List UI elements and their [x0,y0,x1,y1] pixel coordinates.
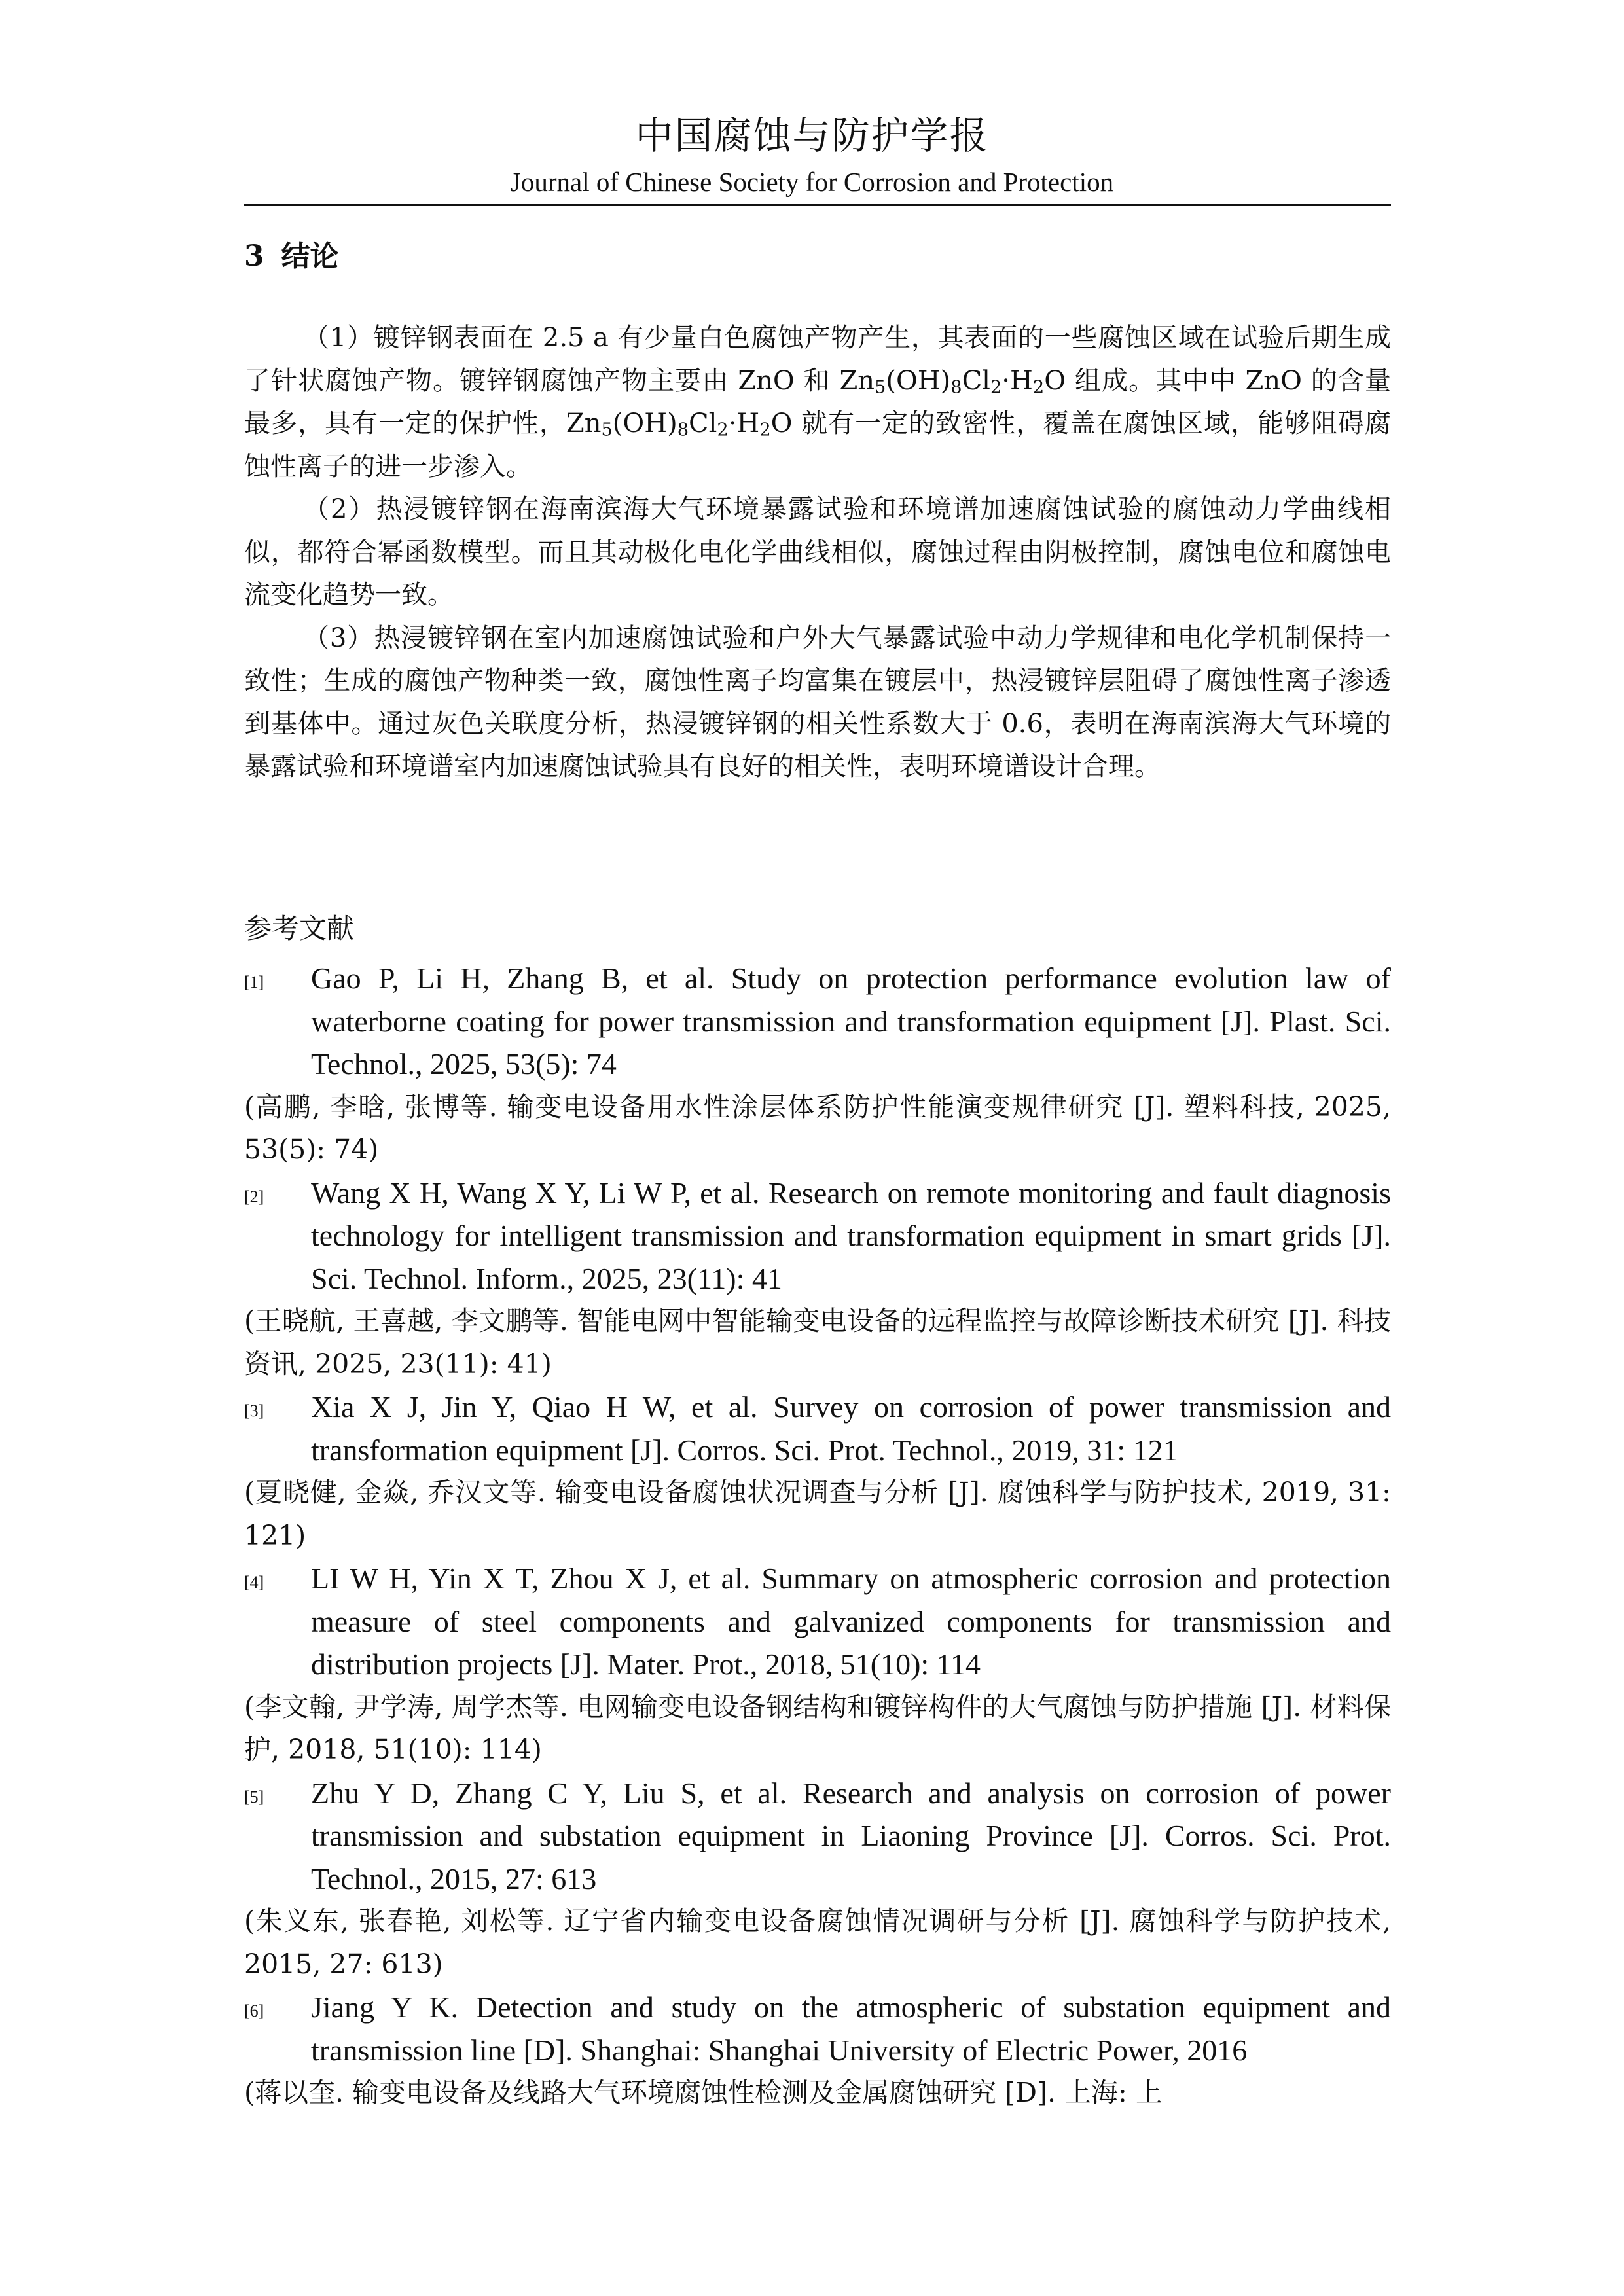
reference-entry-cn: (李文翰, 尹学涛, 周学杰等. 电网输变电设备钢结构和镀锌构件的大气腐蚀与防护措施 [J]. 材料保护, 2018, 51(10): 114) [244,1691,1391,1765]
reference-number: [3] [244,1401,264,1420]
reference-number: [5] [244,1787,264,1806]
reference-entry-cn: (王晓航, 王喜越, 李文鹏等. 智能电网中智能输变电设备的远程监控与故障诊断技术研究 [J]. 科技资讯, 2025, 23(11): 41) [244,1305,1391,1380]
section-heading [244,242,356,271]
reference-entry-en [244,1386,1391,1471]
section-number: 3 [244,240,264,273]
references-heading: 参考文献 [244,912,355,944]
header-rule [244,204,1391,206]
reference-text-en: Zhu Y D, Zhang C Y, Liu S, et al. Research and analysis on corrosion of power transmission and substation equipment in Liaoning Province [J]. Corros. Sci. Prot. Technol., 2015, 27: 613 [311,1776,1391,1895]
reference-text-en: Gao P, Li H, Zhang B, et al. Study on protection performance evolution law of waterborne coating for power transmission and transformation equipment [J]. Plast. Sci. Technol., 2025, 53(5): 74 [311,961,1391,1081]
reference-text-en: Wang X H, Wang X Y, Li W P, et al. Research on remote monitoring and fault diagnosis technology for intelligent transmission and transformation equipment in smart grids [J]. Sci. Technol. Inform., 2025, 23(11): 41 [311,1175,1391,1295]
reference-entry-cn: (夏晓健, 金焱, 乔汉文等. 输变电设备腐蚀状况调查与分析 [J]. 腐蚀科学与防护技术, 2019, 31: 121) [244,1477,1391,1551]
reference-entry-en [244,1986,1391,2072]
reference-list [244,957,1391,2115]
reference-entry-cn: (蒋以奎. 输变电设备及线路大气环境腐蚀性检测及金属腐蚀研究 [D]. 上海: 上 [244,2077,1163,2108]
reference-entry-en [244,1772,1391,1901]
reference-entry-cn: (高鹏, 李晗, 张博等. 输变电设备用水性涂层体系防护性能演变规律研究 [J]. 塑料科技, 2025, 53(5): 74) [244,1090,1391,1165]
conclusion-paragraph: （3）热浸镀锌钢在室内加速腐蚀试验和户外大气暴露试验中动力学规律和电化学机制保持一致性；生成的腐蚀产物种类一致，腐蚀性离子均富集在镀层中，热浸镀锌层阻碍了腐蚀性离子渗透到基体中。通过灰色关联度分析，热浸镀锌钢的相关性系数大于 0.6，表明在海南滨海大气环境的暴露试验和环境谱室内加速腐蚀试验具有良好的相关性，表明环境谱设计合理。 [244,622,1391,781]
reference-number: [4] [244,1573,264,1592]
reference-number: [1] [244,973,264,992]
reference-number: [6] [244,2001,264,2020]
conclusion-paragraph: （2）热浸镀锌钢在海南滨海大气环境暴露试验和环境谱加速腐蚀试验的腐蚀动力学曲线相似，都符合幂函数模型。而且其动极化电化学曲线相似，腐蚀过程由阴极控制，腐蚀电位和腐蚀电流变化趋势一致。 [244,494,1391,610]
reference-entry-en [244,957,1391,1086]
journal-title-en: Journal of Chinese Society for Corrosion and Protection [510,167,1114,197]
conclusions [244,317,1391,789]
reference-text-en: Xia X J, Jin Y, Qiao H W, et al. Survey on corrosion of power transmission and transformation equipment [J]. Corros. Sci. Prot. Technol., 2019, 31: 121 [311,1390,1391,1467]
reference-text-en: LI W H, Yin X T, Zhou X J, et al. Summary on atmospheric corrosion and protection measure of steel components and galvanized components for transmission and distribution projects [J]. Mater. Prot., 2018, 51(10): 114 [311,1562,1391,1681]
section-title: 结论 [281,240,339,273]
reference-entry-en [244,1557,1391,1686]
reference-entry-en [244,1172,1391,1300]
reference-entry-cn: (朱义东, 张春艳, 刘松等. 辽宁省内输变电设备腐蚀情况调研与分析 [J]. 腐蚀科学与防护技术, 2015, 27: 613) [244,1905,1391,1980]
reference-number: [2] [244,1187,264,1206]
reference-text-en: Jiang Y K. Detection and study on the atmospheric of substation equipment and transmission line [D]. Shanghai: Shanghai University of Electric Power, 2016 [311,1990,1391,2067]
conclusion-paragraph: （1）镀锌钢表面在 2.5 a 有少量白色腐蚀产物产生，其表面的一些腐蚀区域在试验后期生成了针状腐蚀产物。镀锌钢腐蚀产物主要由 ZnO 和 $Zn_5(OH)_8Cl_2\cdot H_2O$ 组成。其中中 ZnO 的含量最多，具有一定的保护性，$Zn_5(OH)_8Cl_2\cdot H_2O$ 就有一定的致密性，覆盖在腐蚀区域，能够阻碍腐蚀性离子的进一步渗入。 [244,323,1391,482]
journal-title-cn: 中国腐蚀与防护学报 [635,113,989,158]
